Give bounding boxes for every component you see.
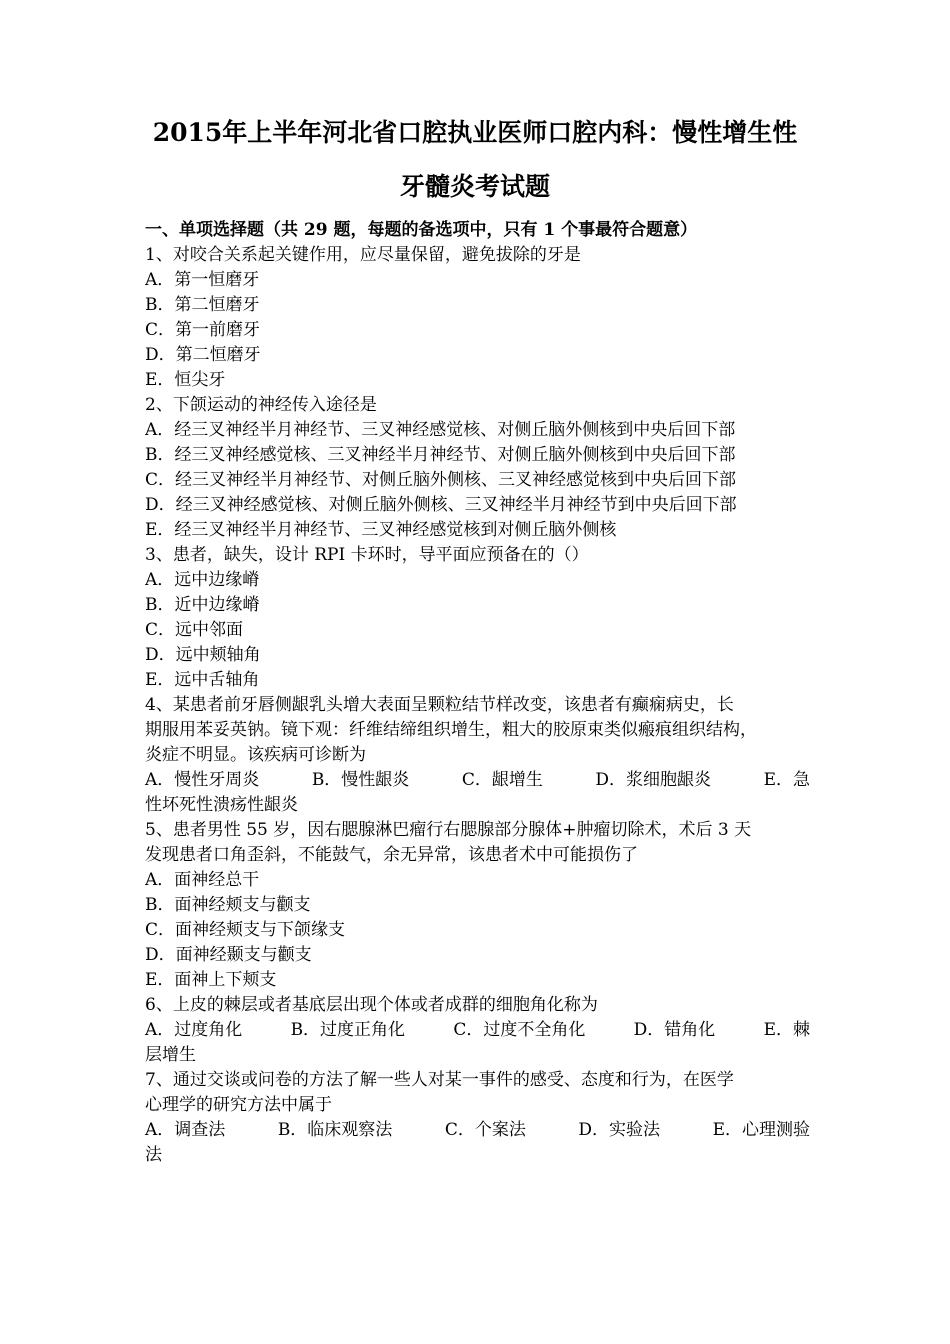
question-stem-line: 心理学的研究方法中属于: [145, 1095, 332, 1115]
option-d: D．面神经颞支与颧支: [145, 945, 312, 965]
option-d: D．错角化: [633, 1020, 716, 1040]
question-stem-line: 5、患者男性 55 岁，因右腮腺淋巴瘤行右腮腺部分腺体+肿瘤切除术，术后 3 天: [145, 820, 752, 840]
option-d: D．浆细胞龈炎: [595, 770, 712, 790]
option-b: B．经三叉神经感觉核、三叉神经半月神经节、对侧丘脑外侧核到中央后回下部: [145, 445, 736, 465]
option-e: E．经三叉神经半月神经节、三叉神经感觉核到对侧丘脑外侧核: [145, 520, 617, 540]
option-d: D．远中颊轴角: [145, 645, 261, 665]
option-a: A．过度角化: [145, 1020, 243, 1040]
document-title-line-1: 2015年上半年河北省口腔执业医师口腔内科：慢性增生性: [152, 118, 798, 147]
question-7: [145, 1068, 810, 1168]
question-stem: 3、患者，缺失，设计 RPI 卡环时，导平面应预备在的（）: [145, 545, 589, 565]
option-a: A．慢性牙周炎: [145, 770, 260, 790]
question-4: [145, 693, 810, 818]
option-c: C．远中邻面: [145, 620, 244, 640]
question-stem-line: 炎症不明显。该疾病可诊断为: [145, 745, 366, 765]
question-stem-line: 期服用苯妥英钠。镜下观：纤维结缔组织增生，粗大的胶原束类似瘢痕组织结构，: [145, 720, 757, 740]
option-a: A．远中边缘嵴: [145, 570, 260, 590]
option-b: B．慢性龈炎: [311, 770, 410, 790]
option-b: B．过度正角化: [290, 1020, 406, 1040]
option-e-continuation: 性坏死性溃疡性龈炎: [145, 795, 298, 815]
option-c: C．第一前磨牙: [145, 320, 261, 340]
question-content: [145, 218, 810, 1168]
option-e: E．面神上下颊支: [145, 970, 277, 990]
option-d: D．第二恒磨牙: [145, 345, 261, 365]
option-e-continuation: 法: [145, 1145, 162, 1165]
option-e: E．恒尖牙: [145, 370, 226, 390]
question-2: [145, 393, 810, 543]
section-heading: 一、单项选择题（共 29 题，每题的备选项中，只有 1 个事最符合题意）: [145, 220, 698, 240]
option-c: C．过度不全角化: [453, 1020, 586, 1040]
option-e: E．棘: [763, 1020, 810, 1040]
option-d: D．实验法: [578, 1120, 661, 1140]
question-stem: 6、上皮的棘层或者基底层出现个体或者成群的细胞角化称为: [145, 995, 598, 1015]
inline-options: [145, 1118, 810, 1143]
option-c: C．龈增生: [461, 770, 543, 790]
question-3: [145, 543, 810, 693]
option-e: E．急: [763, 770, 810, 790]
option-b: B．临床观察法: [277, 1120, 393, 1140]
option-e-continuation: 层增生: [145, 1045, 196, 1065]
option-b: B．面神经颊支与颧支: [145, 895, 311, 915]
question-stem: 2、下颌运动的神经传入途径是: [145, 395, 377, 415]
document-title-line-2: 牙髓炎考试题: [399, 172, 550, 201]
option-c: C．面神经颊支与下颌缘支: [145, 920, 346, 940]
question-5: [145, 818, 810, 993]
inline-options: [145, 768, 810, 793]
question-stem-line: 发现患者口角歪斜，不能鼓气，余无异常，该患者术中可能损伤了: [145, 845, 638, 865]
option-c: C．个案法: [444, 1120, 526, 1140]
option-a: A．面神经总干: [145, 870, 260, 890]
option-e: E．远中舌轴角: [145, 670, 260, 690]
option-a: A．调查法: [145, 1120, 226, 1140]
inline-options: [145, 1018, 810, 1043]
option-a: A．经三叉神经半月神经节、三叉神经感觉核、对侧丘脑外侧核到中央后回下部: [145, 420, 736, 440]
question-6: [145, 993, 810, 1068]
option-e: E．心理测验: [712, 1120, 810, 1140]
question-stem-line: 4、某患者前牙唇侧龈乳头增大表面呈颗粒结节样改变，该患者有癫痫病史，长: [145, 695, 734, 715]
question-stem: 1、对咬合关系起关键作用，应尽量保留，避免拔除的牙是: [145, 245, 581, 265]
option-a: A．第一恒磨牙: [145, 270, 260, 290]
option-c: C．经三叉神经半月神经节、对侧丘脑外侧核、三叉神经感觉核到中央后回下部: [145, 470, 737, 490]
option-b: B．近中边缘嵴: [145, 595, 260, 615]
option-b: B．第二恒磨牙: [145, 295, 260, 315]
question-stem-line: 7、通过交谈或问卷的方法了解一些人对某一事件的感受、态度和行为，在医学: [145, 1070, 734, 1090]
option-d: D．经三叉神经感觉核、对侧丘脑外侧核、三叉神经半月神经节到中央后回下部: [145, 495, 737, 515]
question-1: [145, 243, 810, 393]
